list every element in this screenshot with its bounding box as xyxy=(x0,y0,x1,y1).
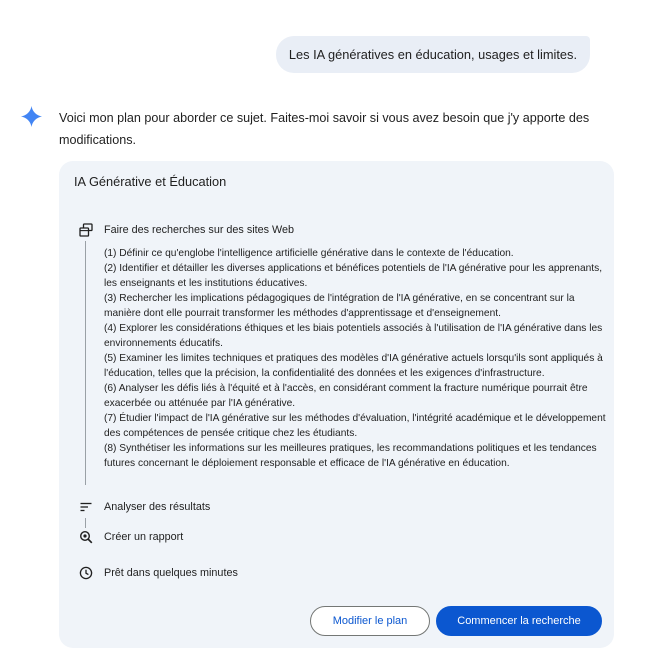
plan-step: (7) Étudier l'impact de l'IA générative sur les méthodes d'évaluation, l'intégrité académique et le développement des compétences de pensée critique chez les étudiants. xyxy=(104,413,606,439)
plan-step: (6) Analyser les défis liés à l'équité et à l'accès, en considérant comment la fracture numérique pourrait être exacerbée ou atténuée par l'IA générative. xyxy=(104,383,588,409)
start-research-button[interactable]: Commencer la recherche xyxy=(436,606,602,636)
assistant-reply: Voici mon plan pour aborder ce sujet. Faites-moi savoir si vous avez besoin que j'y apporte des modifications. xyxy=(59,111,590,147)
plan-step: (3) Rechercher les implications pédagogiques de l'intégration de l'IA générative, en se concentrant sur la manière dont elle pourrait transformer les méthodes d'apprentissage et d'enseignement. xyxy=(104,293,575,319)
document-search-icon xyxy=(79,530,93,544)
clock-icon xyxy=(79,566,93,580)
plan-steps-list xyxy=(104,246,609,471)
plan-title: IA Générative et Éducation xyxy=(74,174,227,189)
plan-step: (4) Explorer les considérations éthiques et les biais potentiels associés à l'utilisation de l'IA générative dans les environnements éducatifs. xyxy=(104,323,603,349)
timeline-line xyxy=(85,241,86,485)
timeline-line xyxy=(85,518,86,528)
modify-plan-button[interactable]: Modifier le plan xyxy=(310,606,430,636)
step-report-label: Créer un rapport xyxy=(104,531,184,543)
user-message-bubble: Les IA génératives en éducation, usages et limites. xyxy=(276,36,590,73)
plan-step: (2) Identifier et détailler les diverses applications et bénéfices potentiels de l'IA générative pour les apprenants, les enseignants et les institutions éducatives. xyxy=(104,263,603,289)
step-research-label: Faire des recherches sur des sites Web xyxy=(104,224,295,236)
step-analyze-label: Analyser des résultats xyxy=(104,501,211,513)
plan-step: (1) Définir ce qu'englobe l'intelligence artificielle générative dans le contexte de l'éducation. xyxy=(104,248,514,259)
sort-lines-icon xyxy=(79,500,93,514)
plan-step: (8) Synthétiser les informations sur les meilleures pratiques, les recommandations politiques et les tendances futures concernant le déploiement responsable et efficace de l'IA générative en éducation. xyxy=(104,443,597,469)
research-plan-card xyxy=(59,161,614,648)
sparkle-icon xyxy=(21,106,42,127)
browse-windows-icon xyxy=(79,223,93,237)
plan-step: (5) Examiner les limites techniques et pratiques des modèles d'IA générative actuels lorsqu'ils sont appliqués à l'éducation, telles que la précision, la confidentialité des données et les exigences d'infrastructure. xyxy=(104,353,603,379)
eta-label: Prêt dans quelques minutes xyxy=(104,567,238,579)
